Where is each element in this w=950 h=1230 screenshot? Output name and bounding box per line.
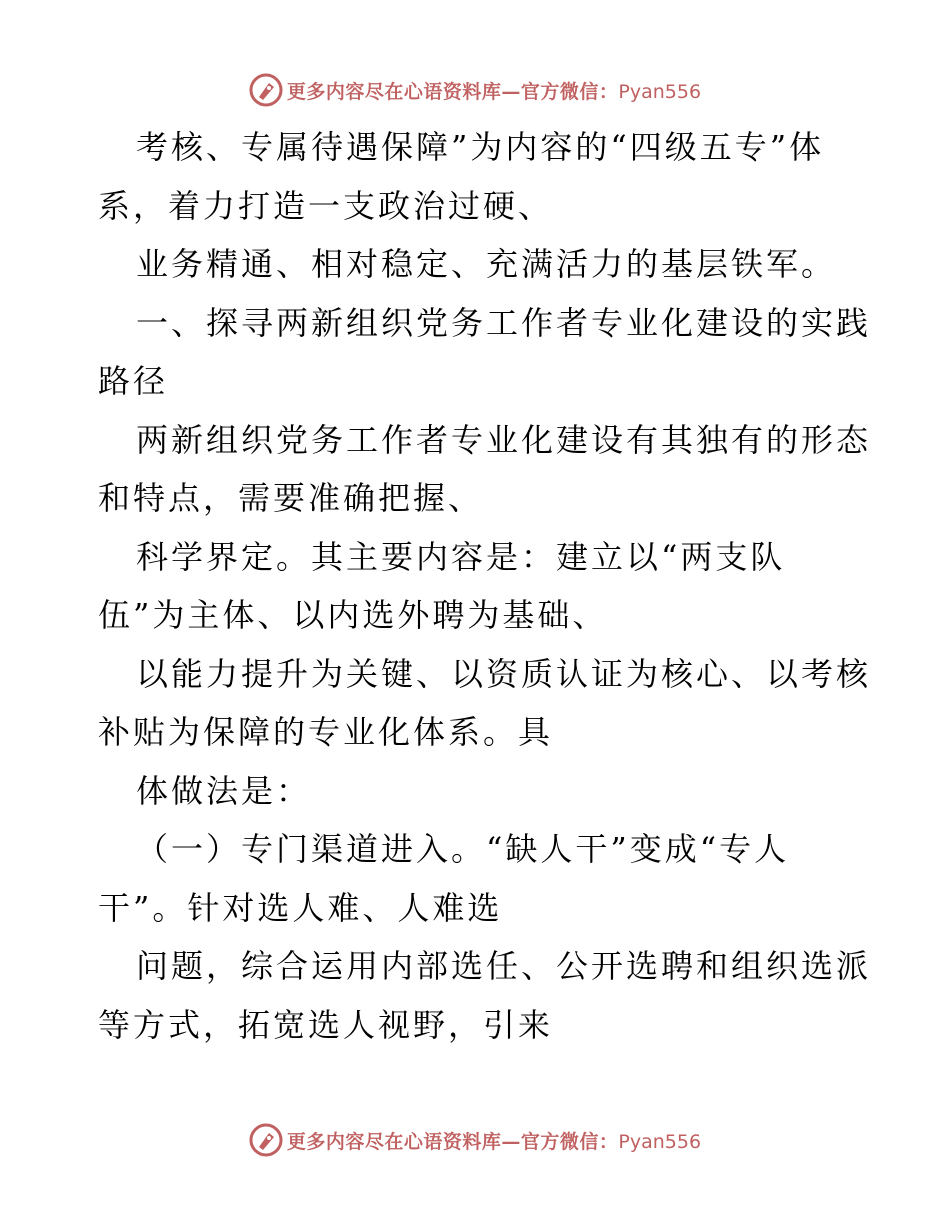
text-line: 体做法是：: [136, 771, 312, 810]
text-line: 等方式，拓宽选人视野，引来: [98, 1005, 554, 1044]
section-heading-continued: 路径: [98, 362, 169, 400]
watermark-text: 更多内容尽在心语资料库—官方微信：Pyan556: [286, 80, 702, 103]
text-line: 问题，综合运用内部选任、公开选聘和组织选派: [136, 947, 872, 985]
text-line: 以能力提升为关键、以资质认证为核心、以考核: [136, 654, 872, 693]
text-line: 业务精通、相对稳定、充满活力的基层铁军。: [136, 245, 837, 283]
document-body: [98, 118, 872, 1054]
text-line: 科学界定。其主要内容是：建立以“两支队: [136, 537, 786, 576]
text-line: 补贴为保障的专业化体系。具: [98, 713, 554, 751]
watermark-text: 更多内容尽在心语资料库—官方微信：Pyan556: [286, 1130, 702, 1153]
subsection-heading: （一）专门渠道进入。“缺人干”变成“专人: [136, 830, 790, 868]
text-line: 和特点，需要准确把握、: [98, 479, 484, 517]
text-line: 考核、专属待遇保障”为内容的“四级五专”体: [136, 128, 825, 166]
text-line: 伍”为主体、以内选外聘为基础、: [98, 596, 608, 634]
text-line: 干”。针对选人难、人难选: [98, 888, 503, 927]
text-line: 两新组织党务工作者专业化建设有其独有的形态: [136, 420, 872, 459]
header-watermark: [0, 70, 950, 110]
section-heading: 一、探寻两新组织党务工作者专业化建设的实践: [136, 303, 872, 342]
text-line: 系，着力打造一支政治过硬、: [98, 186, 554, 225]
footer-watermark: [0, 1120, 950, 1160]
pen-nib-logo-icon: [249, 73, 283, 107]
pen-nib-logo-icon: [249, 1123, 283, 1157]
